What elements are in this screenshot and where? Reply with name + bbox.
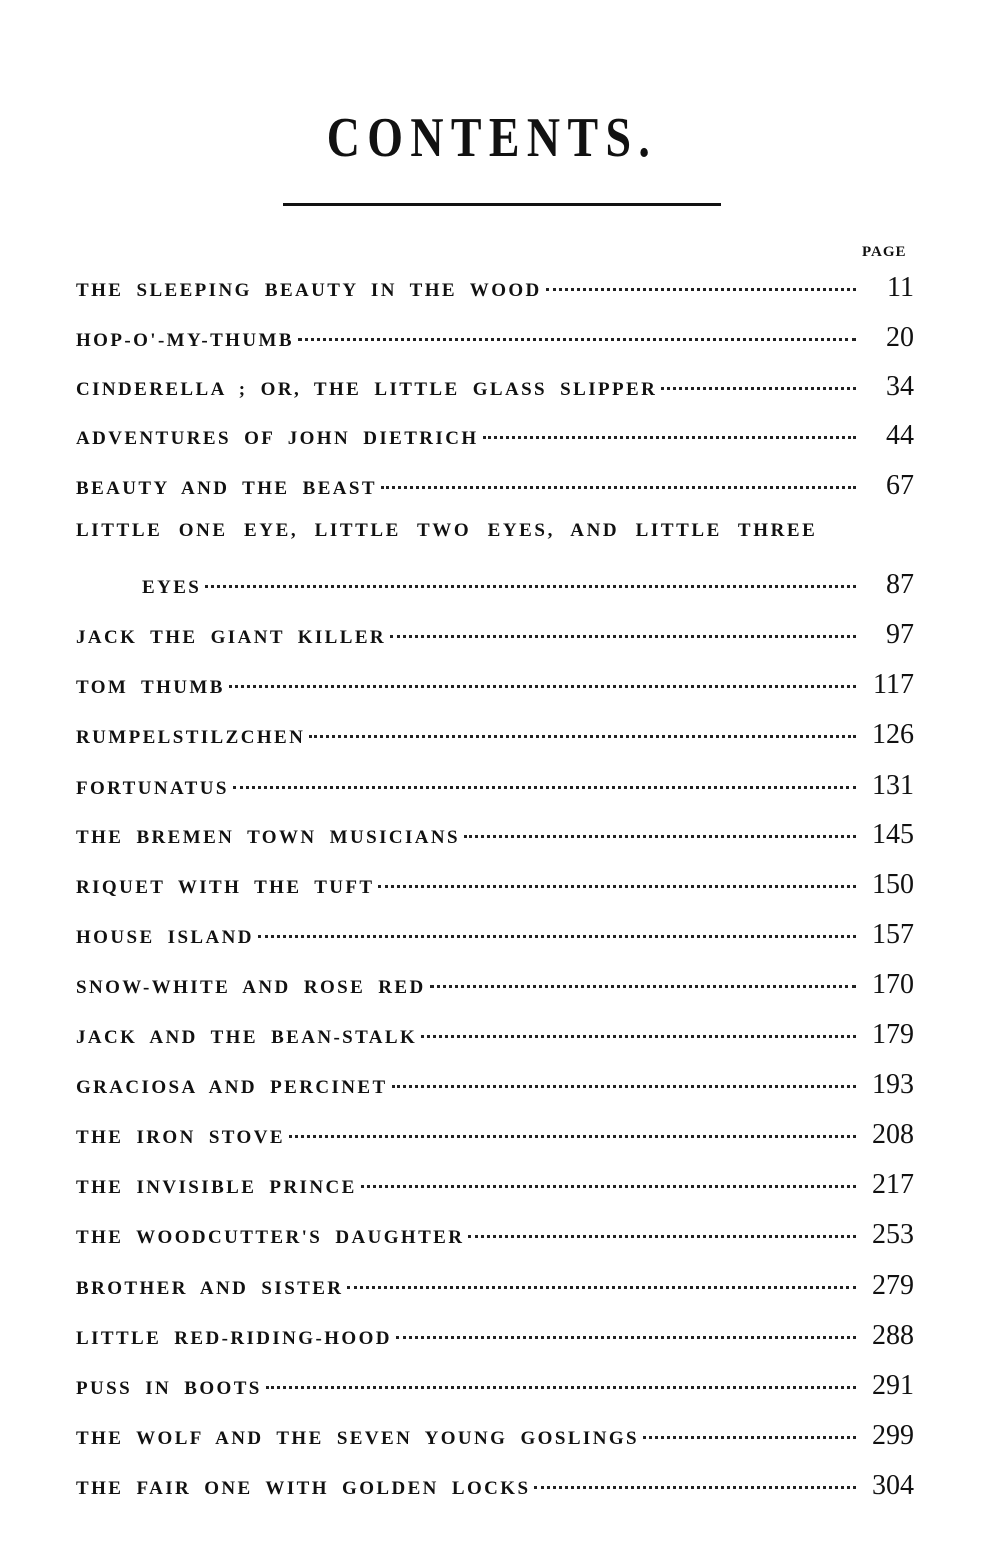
entry-title: THE WOLF AND THE SEVEN YOUNG GOSLINGS — [76, 1428, 639, 1449]
entry-title: THE SLEEPING BEAUTY IN THE WOOD — [76, 280, 542, 301]
toc-entry — [76, 520, 914, 552]
entry-title: CINDERELLA ; OR, THE LITTLE GLASS SLIPPER — [76, 379, 658, 400]
entry-title: JACK AND THE BEAN-STALK — [76, 1027, 418, 1048]
entry-page: 34 — [886, 371, 914, 402]
dot-leader — [534, 1486, 856, 1489]
toc-entry — [76, 322, 914, 354]
entry-title: JACK THE GIANT KILLER — [76, 627, 387, 648]
entry-title: HOP-O'-MY-THUMB — [76, 330, 294, 351]
entry-page: 279 — [872, 1270, 914, 1301]
entry-title: PUSS IN BOOTS — [76, 1378, 262, 1399]
toc-entry — [76, 1470, 914, 1502]
toc-entry — [76, 1219, 914, 1251]
entry-title: LITTLE ONE EYE, LITTLE TWO EYES, AND LITTLE THREE — [76, 520, 818, 541]
entry-page: 145 — [872, 819, 914, 850]
entry-page: 217 — [872, 1169, 914, 1200]
toc-entry — [142, 569, 914, 601]
entry-title: SNOW-WHITE AND ROSE RED — [76, 977, 426, 998]
entry-page: 299 — [872, 1420, 914, 1451]
toc-entry — [76, 969, 914, 1001]
entry-page: 150 — [872, 869, 914, 900]
toc-entry — [76, 919, 914, 951]
entry-title: FORTUNATUS — [76, 778, 229, 799]
dot-leader — [361, 1185, 856, 1188]
entry-title: ADVENTURES OF JOHN DIETRICH — [76, 428, 479, 449]
entry-page: 304 — [872, 1470, 914, 1501]
dot-leader — [546, 288, 856, 291]
toc-entry — [76, 869, 914, 901]
dot-leader — [258, 935, 856, 938]
entry-page: 288 — [872, 1320, 914, 1351]
toc-entry — [76, 719, 914, 751]
entry-title: EYES — [142, 577, 202, 598]
entry-title: RUMPELSTILZCHEN — [76, 727, 306, 748]
dot-leader — [396, 1336, 856, 1339]
toc-entry — [76, 669, 914, 701]
toc-entry — [76, 1169, 914, 1201]
dot-leader — [233, 786, 856, 789]
entry-title: THE BREMEN TOWN MUSICIANS — [76, 827, 460, 848]
page-title: CONTENTS. — [326, 107, 658, 169]
entry-title: LITTLE RED-RIDING-HOOD — [76, 1328, 392, 1349]
entry-page: 179 — [872, 1019, 914, 1050]
entry-page: 67 — [886, 470, 914, 501]
entry-page: 253 — [872, 1219, 914, 1250]
page-column-header: PAGE — [862, 244, 907, 260]
entry-title: GRACIOSA AND PERCINET — [76, 1077, 388, 1098]
dot-leader — [378, 885, 856, 888]
toc-entry — [76, 1320, 914, 1352]
toc-entry — [76, 420, 914, 452]
entry-title: THE IRON STOVE — [76, 1127, 285, 1148]
dot-leader — [421, 1035, 856, 1038]
toc-entry — [76, 371, 914, 403]
entry-title: BROTHER AND SISTER — [76, 1278, 344, 1299]
entry-page: 117 — [873, 669, 914, 700]
entry-page: 131 — [872, 770, 914, 801]
toc-entry — [76, 1420, 914, 1452]
toc-entry — [76, 272, 914, 304]
dot-leader — [464, 835, 856, 838]
dot-leader — [392, 1085, 856, 1088]
entry-title: THE FAIR ONE WITH GOLDEN LOCKS — [76, 1478, 531, 1499]
entry-page: 20 — [886, 322, 914, 353]
entry-page: 157 — [872, 919, 914, 950]
dot-leader — [205, 585, 856, 588]
dot-leader — [298, 338, 856, 341]
dot-leader — [661, 387, 856, 390]
entry-page: 126 — [872, 719, 914, 750]
toc-entry — [76, 470, 914, 502]
entry-page: 11 — [887, 272, 914, 303]
toc-entry — [76, 1019, 914, 1051]
dot-leader — [430, 985, 856, 988]
entry-title: TOM THUMB — [76, 677, 225, 698]
entry-title: HOUSE ISLAND — [76, 927, 254, 948]
dot-leader — [347, 1286, 856, 1289]
entry-title: BEAUTY AND THE BEAST — [76, 478, 377, 499]
entry-page: 193 — [872, 1069, 914, 1100]
entry-page: 170 — [872, 969, 914, 1000]
toc-entry — [76, 1370, 914, 1402]
dot-leader — [390, 635, 856, 638]
entry-title: RIQUET WITH THE TUFT — [76, 877, 375, 898]
entry-page: 87 — [886, 569, 914, 600]
toc-entry — [76, 1270, 914, 1302]
entry-title: THE WOODCUTTER'S DAUGHTER — [76, 1227, 465, 1248]
dot-leader — [289, 1135, 856, 1138]
entry-page: 291 — [872, 1370, 914, 1401]
dot-leader — [468, 1235, 856, 1238]
toc-entry — [76, 1069, 914, 1101]
toc-entry — [76, 619, 914, 651]
toc-entry — [76, 770, 914, 802]
dot-leader — [266, 1386, 856, 1389]
entry-page: 97 — [886, 619, 914, 650]
dot-leader — [483, 436, 857, 439]
toc-entry — [76, 1119, 914, 1151]
entry-title: THE INVISIBLE PRINCE — [76, 1177, 357, 1198]
dot-leader — [381, 486, 856, 489]
toc-entry — [76, 819, 914, 851]
entry-page: 208 — [872, 1119, 914, 1150]
entry-page: 44 — [886, 420, 914, 451]
dot-leader — [229, 685, 856, 688]
dot-leader — [309, 735, 856, 738]
dot-leader — [643, 1436, 856, 1439]
